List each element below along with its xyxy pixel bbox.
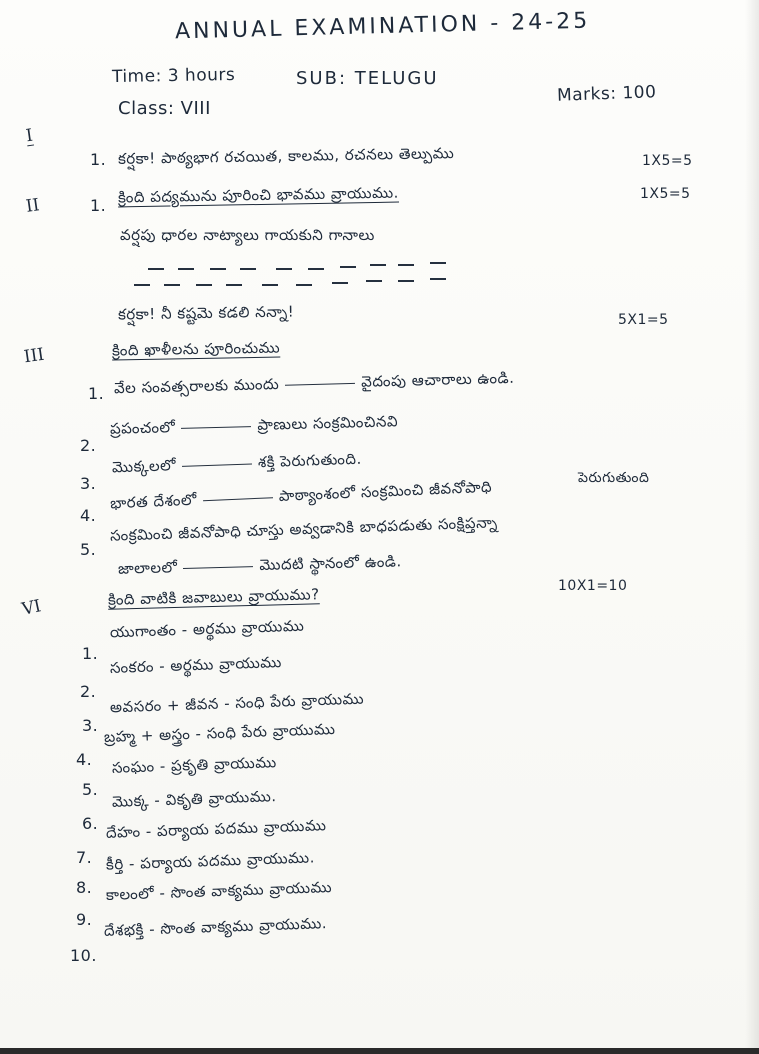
s3-q1-part-b: వైదంపు ఆచారాలు ఉండి. <box>360 368 515 391</box>
s4-item-8-number: 8. <box>76 878 93 897</box>
exam-class: Class: VIII <box>118 98 211 119</box>
s3-q1-blank <box>285 383 355 386</box>
s4-item-9-number: 9. <box>76 910 93 929</box>
s2-q1-score: 1X5=5 <box>640 186 691 202</box>
s4-score: 10X1=10 <box>558 578 628 594</box>
s3-q4-part-c: పెరుగుతుంది <box>578 470 650 486</box>
s3-q5-part-a: సంక్రమించి జీవనోపాధి చూస్తు అవ్వడానికి బాధపడుతు సంక్షిప్తన్నా <box>109 513 498 545</box>
s3-q4-blank <box>203 497 273 501</box>
s2-poem-line-3: కర్షకా! నీ కష్టమె కడలి నన్నా! <box>117 302 295 324</box>
section-numeral-2: II <box>24 195 41 217</box>
s1-q1-number: 1. <box>90 150 107 169</box>
s3-q2-part-a: ప్రపంచంలో <box>109 418 176 438</box>
s3-q4-part-a: భారత దేశంలో <box>109 490 198 513</box>
s3-q3-part-b: శక్తి పెరుగుతుంది. <box>257 449 363 472</box>
s3-q2-number: 2. <box>80 436 97 455</box>
paper-edge-shadow <box>745 0 759 1054</box>
s3-q3-number: 3. <box>80 474 97 493</box>
s3-q5-number: 5. <box>80 540 97 559</box>
s3-q5-blank <box>183 566 253 569</box>
s4-item-4-text: బ్రహ్మ + అస్త్రం - సంధి పేరు వ్రాయుము <box>103 719 336 747</box>
s3-q3-part-a: మొక్కలలో <box>111 456 177 477</box>
exam-title: ANNUAL EXAMINATION - 24-25 <box>174 8 591 45</box>
s4-item-2-number: 2. <box>80 682 97 701</box>
exam-subject: SUB: TELUGU <box>296 68 439 89</box>
s3-q5-part-c: మొదటి స్థానంలో ఉండి. <box>259 552 402 575</box>
s4-item-1-number: 1. <box>82 644 99 663</box>
s3-q2-blank <box>181 426 251 429</box>
s2-poem-line-1: వర్షపు ధారల నాట్యాలు గాయకుని గానాలు <box>120 226 375 244</box>
s3-q1-part-a: వేల సంవత్సరాలకు ముందు <box>113 374 280 398</box>
s1-q1-text: కర్షకా! పాఠ్యభాగ రచయిత, కాలము, రచనలు తెల్పుము <box>117 144 455 168</box>
s2-q1-number: 1. <box>90 196 107 215</box>
s3-q4-part-b: పాఠ్యాంశంలో సంక్రమించి జీవనోపాధి <box>278 477 493 505</box>
s2-q1-heading: క్రింది పద్యమును పూరించి భావము వ్రాయుము. <box>117 183 400 207</box>
s4-item-6-text: మొక్క - వికృతి వ్రాయుము. <box>111 787 277 811</box>
s1-q1-score: 1X5=5 <box>642 153 693 169</box>
exam-marks: Marks: 100 <box>556 82 657 106</box>
s3-q4-number: 4. <box>80 506 97 525</box>
s4-item-7-number: 7. <box>76 848 93 867</box>
exam-time: Time: 3 hours <box>111 64 236 88</box>
s4-item-8-text: కీర్తి - పర్యాయ పదము వ్రాయుము. <box>105 848 316 874</box>
s4-item-10-text: దేశభక్తి - సొంత వాక్యము వ్రాయుము. <box>103 914 328 940</box>
s4-item-4-number: 4. <box>76 750 93 769</box>
paper-bottom-edge <box>0 1048 759 1054</box>
s4-item-1-text: యుగాంతం - అర్థము వ్రాయుము <box>109 616 305 642</box>
section-numeral-3: III <box>22 344 46 368</box>
section-numeral-1: I <box>24 125 35 147</box>
s4-item-5-text: సంఘం - ప్రకృతి వ్రాయుము <box>111 753 278 777</box>
s3-q5-part-b: జాలాలలో <box>117 558 178 578</box>
s4-item-10-number: 10. <box>70 946 97 965</box>
s4-item-5-number: 5. <box>82 780 99 799</box>
s3-score: 5X1=5 <box>618 312 669 328</box>
s4-item-3-number: 3. <box>82 716 99 735</box>
s4-heading: క్రింది వాటికి జవాబులు వ్రాయుము? <box>107 585 320 609</box>
s3-q3-blank <box>182 463 252 466</box>
s3-q1-number: 1. <box>88 384 105 403</box>
s4-item-7-text: దేహం - పర్యాయ పదము వ్రాయుము <box>105 816 327 842</box>
s4-item-2-text: సంకరం - అర్థము వ్రాయుము <box>109 653 283 677</box>
s4-item-6-number: 6. <box>82 814 99 833</box>
s3-q2-part-b: ప్రాణులు సంక్రమించినవి <box>257 412 399 434</box>
section-numeral-4: VI <box>20 596 43 620</box>
s4-item-3-text: అవసరం + జీవన - సంధి పేరు వ్రాయుము <box>109 689 365 717</box>
s4-item-9-text: కాలంలో - సొంత వాక్యము వ్రాయుము <box>105 878 333 904</box>
s3-heading: క్రింది ఖాళీలను పూరించుము <box>111 338 281 360</box>
